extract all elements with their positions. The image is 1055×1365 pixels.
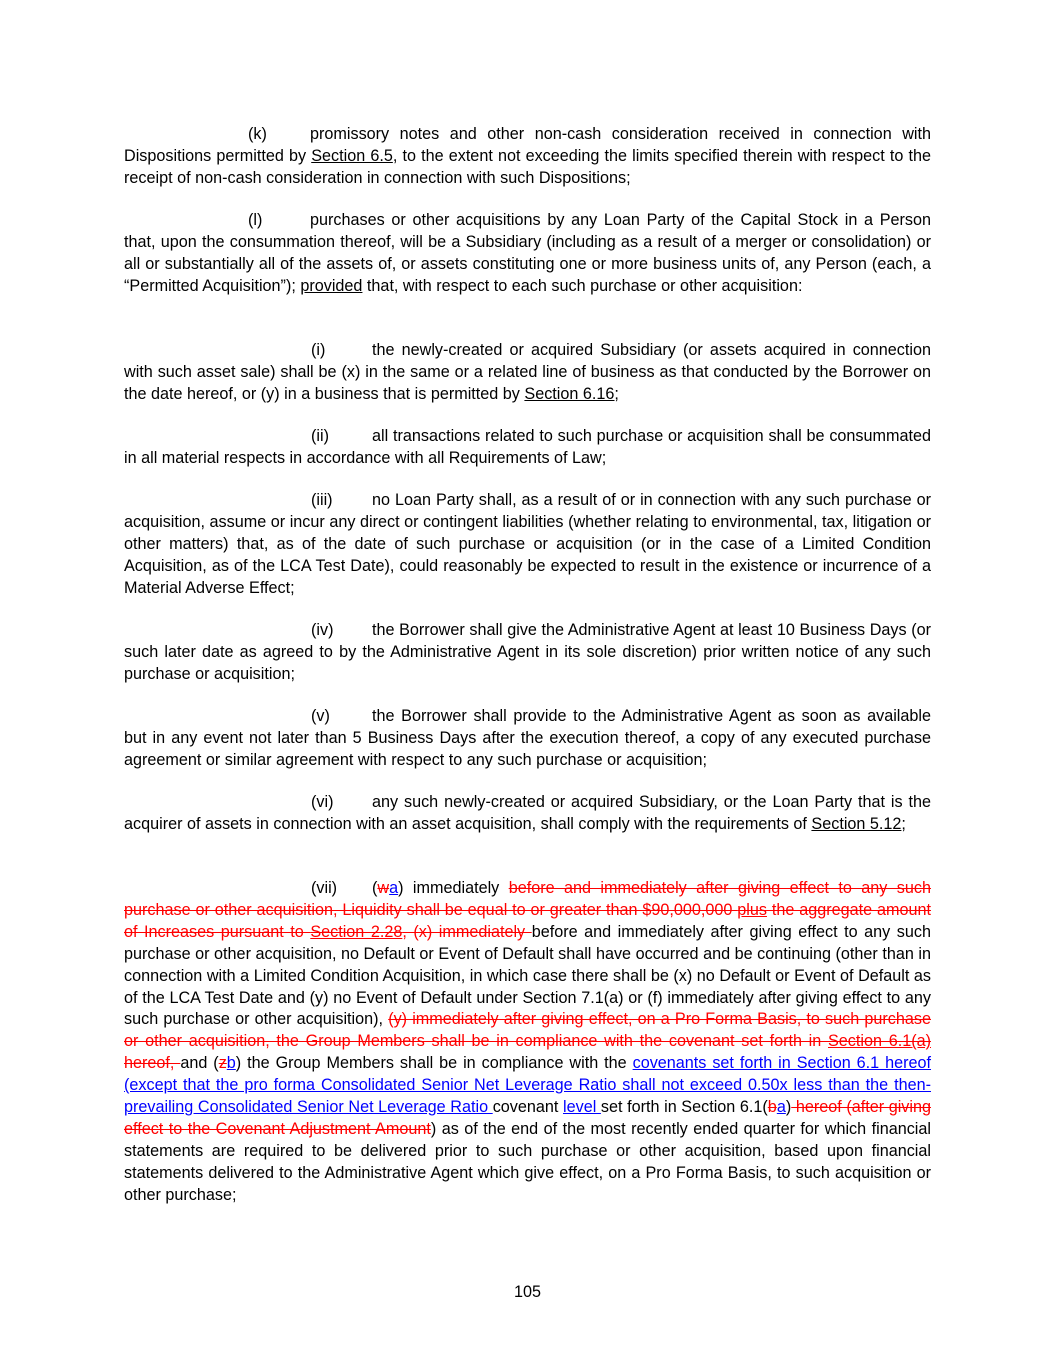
subclause-ii-text: all transactions related to such purchase or acquisition shall be consummated in all material respects in accordance with all Requirements of Law; xyxy=(124,427,931,467)
subclause-iii-label: (iii) xyxy=(311,491,333,509)
subclause-vii-label: (vii) xyxy=(311,879,338,897)
plain-text: ) xyxy=(785,1098,792,1117)
deleted-text: before and immediately after giving effect to any such purchase or other acquisition, Liquidity shall be equal to or greater than $90,000,000 xyxy=(124,879,931,919)
inserted-text: level xyxy=(563,1098,601,1117)
deleted-text: , (x) immediately xyxy=(402,922,532,941)
page-number: 105 xyxy=(513,1283,541,1301)
plain-text: ) as of the end of the most recently ended quarter for which financial statements are required to be delivered prior to such purchase or other acquisition, based upon financial statements delivered to the Administrative Agent which give effect, on a Pro Forma Basis, to such acquisition or other purchase; xyxy=(124,1119,932,1204)
inserted-text: b xyxy=(226,1054,236,1073)
subclause-iii xyxy=(124,490,931,600)
plain-text: set forth in Section 6.1( xyxy=(600,1098,768,1117)
plain-text: ) immediately xyxy=(398,879,509,897)
subclause-i-text: the newly-created or acquired Subsidiary (or assets acquired in connection with such asset sale) shall be (x) in the same or a related line of business as that conducted by the Borrower on the date hereof, or (y) in a business that is permitted by xyxy=(124,341,931,403)
subclause-v-text: the Borrower shall provide to the Administrative Agent as soon as available but in any event not later than 5 Business Days after the execution thereof, a copy of any executed purchase agreement or similar agreement with respect to any such purchase or acquisition; xyxy=(124,707,931,769)
deleted-text: Section 6.1(a) xyxy=(828,1032,931,1051)
subclause-i-label: (i) xyxy=(311,341,326,359)
plain-text: and ( xyxy=(180,1054,219,1073)
subclause-vi-text: ; xyxy=(901,814,906,833)
clause-l-text: purchases or other acquisitions by any Loan Party of the Capital Stock in a Person that, upon the consummation thereof, will be a Subsidiary (including as a result of a merger or consolidation) or all or substantially all of the assets of, or assets constituting one or more business units of, any Person (each, a “Permitted Acquisition”); xyxy=(124,211,931,295)
clause-l xyxy=(124,210,931,298)
subclause-v xyxy=(124,706,931,772)
section-reference: Section 6.5 xyxy=(311,146,393,165)
deleted-text: z xyxy=(218,1054,227,1073)
inserted-text: a xyxy=(776,1098,786,1117)
deleted-text: hereof, xyxy=(124,1054,181,1073)
deleted-text: the aggregate amount of Increases pursuant to xyxy=(124,900,931,941)
plain-text: covenant xyxy=(492,1098,563,1117)
subclause-iv xyxy=(124,620,931,686)
clause-k-label: (k) xyxy=(248,125,267,143)
section-reference: Section 5.12 xyxy=(811,814,902,833)
clause-l-text: that, with respect to each such purchase or other acquisition: xyxy=(362,276,803,295)
inserted-text: a xyxy=(389,879,399,897)
plain-text: ) the Group Members shall be in compliance with the xyxy=(235,1054,633,1073)
subclause-iv-label: (iv) xyxy=(311,621,334,639)
clause-k-text: , to the extent not exceeding the limits specified therein with respect to the receipt of non-cash consideration in connection with such Dispositions; xyxy=(124,146,931,187)
inserted-text: covenants set forth in Section 6.1 hereof (except that the pro forma Consolidated Senior Net Leverage Ratio shall not exceed 0.50x less than the then-prevailing Consolidated Senior Net Leverage Ratio xyxy=(124,1054,931,1117)
clause-l-label: (l) xyxy=(248,211,263,229)
plain-text: ( xyxy=(372,879,378,897)
clause-k xyxy=(124,124,931,190)
deleted-text: Section 2.28 xyxy=(310,922,403,941)
clause-k-text: promissory notes and other non-cash consideration received in connection with Dispositions permitted by xyxy=(124,125,931,165)
subclause-vi-label: (vi) xyxy=(311,793,334,811)
deleted-text: b xyxy=(767,1098,777,1117)
subclause-vii xyxy=(124,878,931,1207)
subclause-ii xyxy=(124,426,931,470)
subclause-vi-text: any such newly-created or acquired Subsidiary, or the Loan Party that is the acquirer of assets in connection with an asset acquisition, shall comply with the requirements of xyxy=(124,793,931,833)
deleted-text: plus xyxy=(737,900,767,919)
subclause-vi xyxy=(124,792,931,836)
deleted-text: hereof (after giving effect to the Covenant Adjustment Amount xyxy=(124,1098,932,1138)
subclause-iii-text: no Loan Party shall, as a result of or in connection with any such purchase or acquisition, assume or incur any direct or contingent liabilities (whether relating to environmental, tax, litigation or other matters) that, as of the date of such purchase or acquisition (or in the case of a Limited Condition Acquisition, as of the LCA Test Date), could reasonably be expected to result in the existence or incurrence of a Material Adverse Effect; xyxy=(124,491,931,597)
subclause-i xyxy=(124,340,931,406)
subclause-v-label: (v) xyxy=(311,707,330,725)
subclause-iv-text: the Borrower shall give the Administrative Agent at least 10 Business Days (or such later date as agreed to by the Administrative Agent in its sole discretion) prior written notice of any such purchase or acquisition; xyxy=(124,621,931,683)
section-reference: Section 6.16; xyxy=(524,384,619,403)
deleted-text: (y) immediately after giving effect, on a Pro Forma Basis, to such purchase or other acquisition, the Group Members shall be in compliance with the covenant set forth in xyxy=(124,1010,931,1051)
provided-term: provided xyxy=(300,276,363,295)
deleted-text: w xyxy=(377,879,390,897)
plain-text: before and immediately after giving effect to any such purchase or other acquisition, no Default or Event of Default shall have occurred and be continuing (other than in connection with a Limited Condition Acquisition, in which case there shall be (x) no Default or Event of Default as of the LCA Test Date and (y) no Event of Default under Section 7.1(a) or (f) immediately after giving effect to any such purchase or other acquisition), xyxy=(124,922,931,1029)
subclause-ii-label: (ii) xyxy=(311,427,329,445)
